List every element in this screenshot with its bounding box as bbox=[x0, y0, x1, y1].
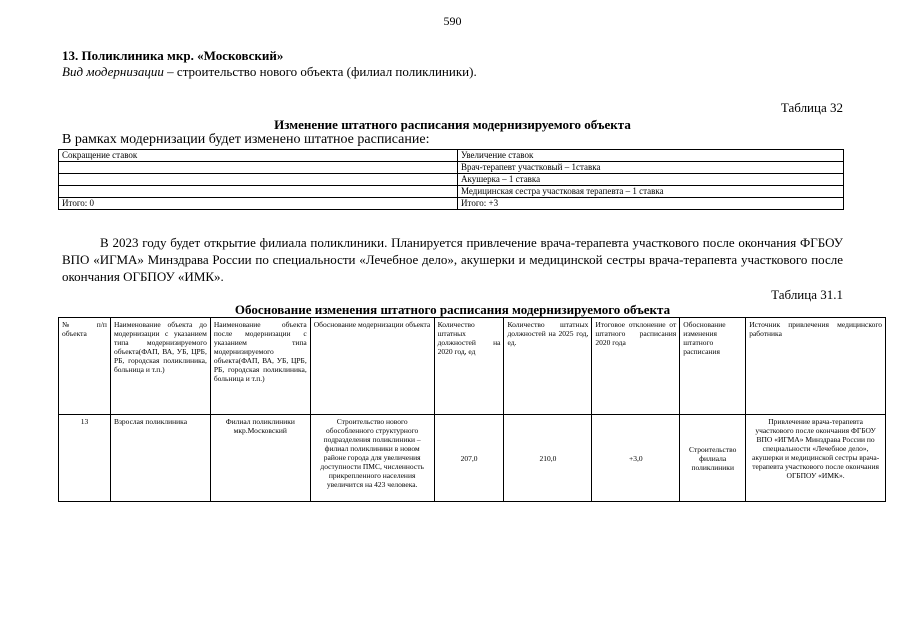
table-header-row bbox=[59, 318, 886, 415]
table-row bbox=[59, 186, 844, 198]
body-paragraph bbox=[62, 234, 843, 285]
page-number: 590 bbox=[443, 14, 462, 28]
table32-label: Таблица 32 bbox=[780, 100, 843, 115]
table32-intro: В рамках модернизации будет изменено штатное расписание: bbox=[62, 132, 430, 147]
table311-title: Обоснование изменения штатного расписания модернизируемого объекта bbox=[234, 302, 671, 317]
cell-staff-2020: 207,0 bbox=[434, 415, 504, 502]
modernization-label: Вид модернизации bbox=[62, 64, 164, 79]
cell-staff-2025: 210,0 bbox=[504, 415, 592, 502]
cell-num: 13 bbox=[59, 415, 111, 502]
header-before: Наименование объекта до модернизации с указанием типа модернизируемого объекта(ФАП, ВА, УБ, ЦРБ, РБ, городская поликлиника, больница и т.п.) bbox=[110, 318, 210, 415]
table-total-row bbox=[59, 198, 844, 210]
cell-deviation: +3,0 bbox=[592, 415, 680, 502]
header-justification: Обоснование модернизации объекта bbox=[310, 318, 434, 415]
table-row bbox=[59, 174, 844, 186]
table32-title: Изменение штатного расписания модернизируемого объекта bbox=[274, 117, 631, 132]
cell-after: Филиал поликлиники мкр.Московский bbox=[210, 415, 310, 502]
header-deviation: Итоговое отклонение от штатного расписания 2020 года bbox=[592, 318, 680, 415]
header-num: № п/п объекта bbox=[59, 318, 111, 415]
cell-change-reason: Строительство филиала поликлиники bbox=[680, 415, 746, 502]
header-source: Источник привлечения медицинского работника bbox=[746, 318, 886, 415]
table-cell bbox=[59, 162, 458, 174]
cell-source: Привлечение врача-терапевта участкового после окончания ФГБОУ ВПО «ИГМА» Минздрава России по специальности «Лечебное дело», акушерки и медицинской сестры врача-терапевта участкового после окончания ОГБПОУ «ИМК». bbox=[746, 415, 886, 502]
table-cell bbox=[59, 174, 458, 186]
table311-label: Таблица 31.1 bbox=[771, 287, 843, 302]
header-staff-2025: Количество штатных должностей на 2025 год, ед. bbox=[504, 318, 592, 415]
modernization-text: – строительство нового объекта (филиал поликлиники). bbox=[163, 64, 477, 79]
cell-justification: Строительство нового обособленного структурного подразделения поликлиники – филиал поликлиники в новом районе города для увеличения доступности ПМС, численность прикрепленного населения увеличится на 423 человека. bbox=[310, 415, 434, 502]
header-change-reason: Обоснование изменения штатного расписания bbox=[680, 318, 746, 415]
total-reduction: Итого: 0 bbox=[59, 198, 458, 210]
section-heading: 13. Поликлиника мкр. «Московский» bbox=[62, 48, 284, 63]
table-cell: Врач-терапевт участковый – 1ставка bbox=[458, 162, 844, 174]
table-cell: Медицинская сестра участковая терапевта – 1 ставка bbox=[458, 186, 844, 198]
header-after: Наименование объекта после модернизации с указанием типа модернизируемого объекта(ФАП, ВА, УБ, ЦРБ, РБ, городская поликлиника, больница и т.п.) bbox=[210, 318, 310, 415]
table-cell: Акушерка – 1 ставка bbox=[458, 174, 844, 186]
total-increase: Итого: +3 bbox=[458, 198, 844, 210]
cell-before: Взрослая поликлиника bbox=[110, 415, 210, 502]
header-reduction: Сокращение ставок bbox=[59, 150, 458, 162]
paragraph-text: В 2023 году будет открытие филиала поликлиники. Планируется привлечение врача-терапевта участкового после окончания ФГБОУ ВПО «ИГМА» Минздрава России по специальности «Лечебное дело», акушерки и медицинской сестры врача-терапевта участкового после окончания ОГБПОУ «ИМК». bbox=[62, 235, 843, 284]
header-staff-2020: Количество штатных должностей на 2020 год, ед bbox=[434, 318, 504, 415]
table-row bbox=[59, 415, 886, 502]
staff-change-table bbox=[58, 149, 844, 210]
table-cell bbox=[59, 186, 458, 198]
table-row bbox=[59, 162, 844, 174]
modernization-type bbox=[62, 64, 477, 80]
table-header-row bbox=[59, 150, 844, 162]
header-increase: Увеличение ставок bbox=[458, 150, 844, 162]
staff-justification-table bbox=[58, 317, 886, 502]
